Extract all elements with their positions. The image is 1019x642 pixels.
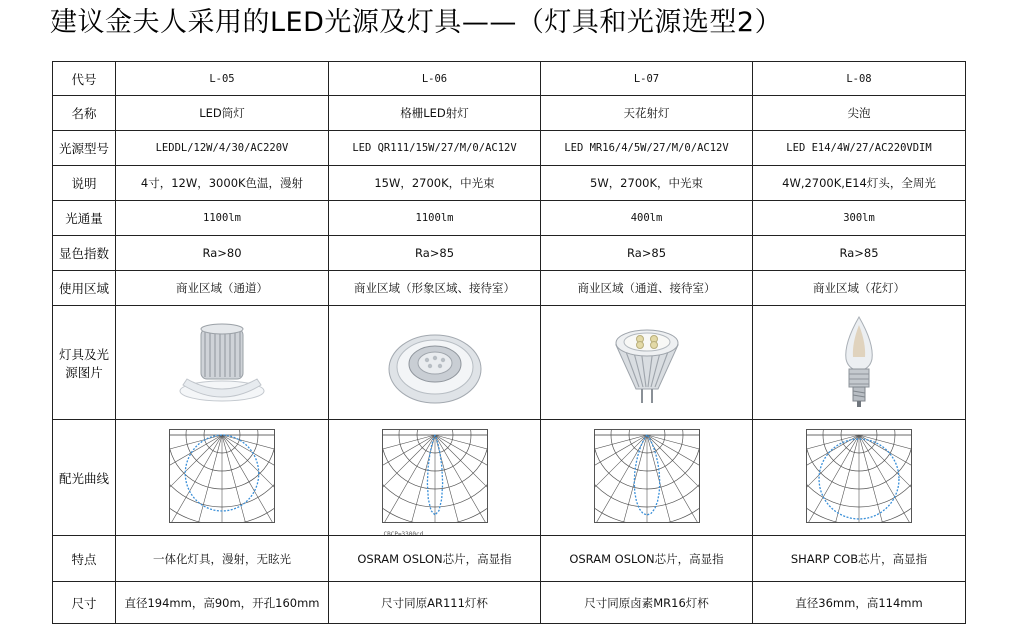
medium-beam-curve-icon [594, 429, 700, 523]
wide-beam-curve-icon [169, 429, 275, 523]
cell-size-l08: 直径36mm，高114mm [753, 582, 966, 624]
cell-curve-l05 [116, 420, 329, 536]
table-row-model [53, 131, 966, 166]
cell-model-l07: LED MR16/4/5W/27/M/0/AC12V [541, 131, 753, 166]
cell-model-l05: LEDDL/12W/4/30/AC220V [116, 131, 329, 166]
table-row-name [53, 96, 966, 131]
cell-size-l07: 尺寸同原卤素MR16灯杯 [541, 582, 753, 624]
cell-size-l06: 尺寸同原AR111灯杯 [329, 582, 541, 624]
cell-area-l07: 商业区域（通道、接待室） [541, 271, 753, 306]
cell-flux-l07: 400lm [541, 201, 753, 236]
table-row-size [53, 582, 966, 624]
row-header-feature: 特点 [53, 536, 116, 582]
narrow-beam-curve-icon [382, 429, 488, 523]
cell-cri-l07: Ra>85 [541, 236, 753, 271]
cell-cri-l05: Ra>80 [116, 236, 329, 271]
cell-model-l08: LED E14/4W/27/AC220VDIM [753, 131, 966, 166]
cell-feature-l07: OSRAM OSLON芯片，高显指 [541, 536, 753, 582]
cell-flux-l06: 1100lm [329, 201, 541, 236]
row-header-image: 灯具及光源图片 [53, 306, 116, 420]
cell-feature-l08: SHARP COB芯片，高显指 [753, 536, 966, 582]
cell-feature-l06: OSRAM OSLON芯片，高显指 [329, 536, 541, 582]
curve-note-l06: CBCP=3300cd [383, 530, 424, 536]
cell-name-l06: 格栅LED射灯 [329, 96, 541, 131]
cell-code-l06: L-06 [329, 62, 541, 96]
row-header-cri: 显色指数 [53, 236, 116, 271]
cell-area-l08: 商业区域（花灯） [753, 271, 966, 306]
cell-area-l05: 商业区域（通道） [116, 271, 329, 306]
row-header-desc: 说明 [53, 166, 116, 201]
candle-bulb-icon [804, 313, 914, 413]
cell-desc-l05: 4寸，12W，3000K色温，漫射 [116, 166, 329, 201]
table-row-code [53, 62, 966, 96]
cell-desc-l06: 15W，2700K，中光束 [329, 166, 541, 201]
cell-area-l06: 商业区域（形象区域、接待室） [329, 271, 541, 306]
cell-cri-l08: Ra>85 [753, 236, 966, 271]
table-row-desc [53, 166, 966, 201]
row-header-name: 名称 [53, 96, 116, 131]
row-header-curve: 配光曲线 [53, 420, 116, 536]
table-row-flux [53, 201, 966, 236]
row-header-code: 代号 [53, 62, 116, 96]
omni-beam-curve-icon [806, 429, 912, 523]
cell-curve-l07 [541, 420, 753, 536]
cell-image-l08 [753, 306, 966, 420]
cell-flux-l08: 300lm [753, 201, 966, 236]
cell-name-l07: 天花射灯 [541, 96, 753, 131]
page-title: 建议金夫人采用的LED光源及灯具——（灯具和光源选型2） [50, 7, 783, 38]
mr16-lamp-icon [592, 315, 702, 411]
cell-code-l08: L-08 [753, 62, 966, 96]
cell-code-l05: L-05 [116, 62, 329, 96]
cell-desc-l07: 5W，2700K，中光束 [541, 166, 753, 201]
table-row-curve [53, 420, 966, 536]
table-row-feature [53, 536, 966, 582]
table-row-image [53, 306, 966, 420]
cell-image-l05 [116, 306, 329, 420]
cell-name-l05: LED筒灯 [116, 96, 329, 131]
table-row-cri [53, 236, 966, 271]
cell-curve-l06 [329, 420, 541, 536]
cell-desc-l08: 4W,2700K,E14灯头，全周光 [753, 166, 966, 201]
row-header-size: 尺寸 [53, 582, 116, 624]
cell-model-l06: LED QR111/15W/27/M/0/AC12V [329, 131, 541, 166]
cell-flux-l05: 1100lm [116, 201, 329, 236]
row-header-area: 使用区域 [53, 271, 116, 306]
cell-curve-l08 [753, 420, 966, 536]
lighting-spec-table [52, 61, 966, 624]
cell-image-l06 [329, 306, 541, 420]
row-header-flux: 光通量 [53, 201, 116, 236]
cell-name-l08: 尖泡 [753, 96, 966, 131]
cell-cri-l06: Ra>85 [329, 236, 541, 271]
cell-code-l07: L-07 [541, 62, 753, 96]
cell-size-l05: 直径194mm，高90m，开孔160mm [116, 582, 329, 624]
downlight-icon [167, 315, 277, 411]
row-header-model: 光源型号 [53, 131, 116, 166]
cell-feature-l05: 一体化灯具，漫射，无眩光 [116, 536, 329, 582]
table-row-area [53, 271, 966, 306]
ar111-lamp-icon [380, 315, 490, 411]
cell-image-l07 [541, 306, 753, 420]
